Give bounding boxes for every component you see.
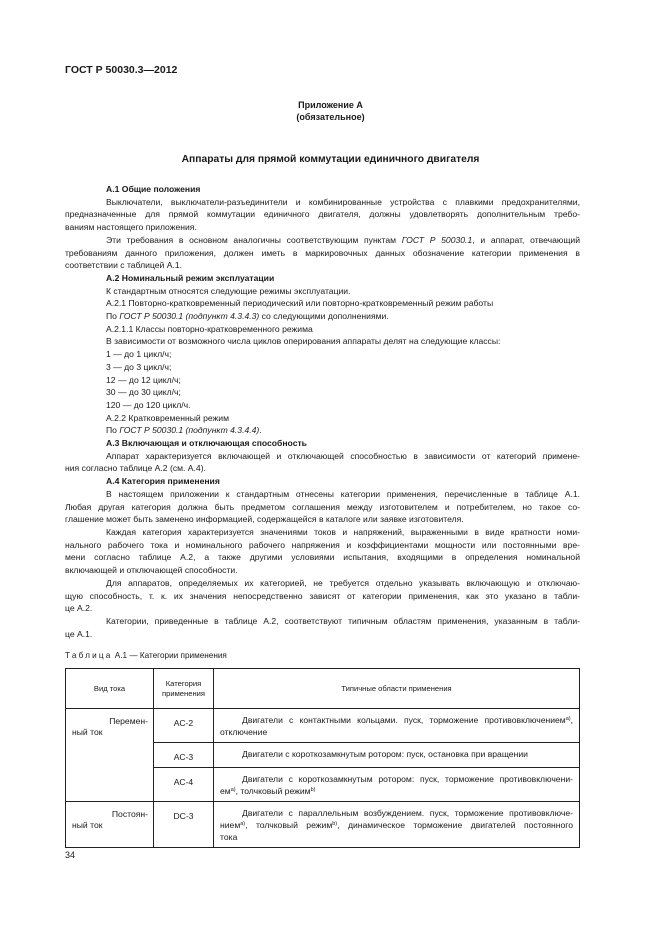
text-segment: ваниям настоящего приложения. — [65, 222, 197, 233]
text-line — [65, 590, 580, 603]
text-segment: Двигатели с параллельным возбуждением. пуск, торможение противовключе- — [242, 808, 573, 818]
current-type-cell — [66, 709, 154, 802]
body-text — [65, 183, 580, 640]
text-segment: Любая другая категория должна быть предметом соглашения между изготовителем и потребителем, но такое со- — [65, 501, 580, 512]
text-segment: К стандартным относятся следующие режимы эксплуатации. — [106, 285, 351, 296]
text-segment: , и аппарат, отвечающий — [472, 234, 580, 245]
text-segment: Двигатели с короткозамкнутым ротором: пуск, остановка при вращении — [242, 749, 528, 759]
table-caption-text: А.1 — Категории применения — [112, 651, 227, 660]
text-line — [65, 564, 580, 577]
current-type-text: Перемен- — [109, 716, 148, 726]
text-segment: А.2.2 Кратковременный режим — [106, 412, 229, 423]
text-line — [220, 714, 573, 726]
section-heading: А.3 Включающая и отключающая способность — [106, 438, 307, 449]
applications-cell — [214, 709, 580, 743]
text-line — [65, 488, 580, 501]
footnote-mark: а) — [240, 821, 246, 827]
text-segment: , — [570, 715, 573, 725]
standard-reference: ГОСТ Р 50030.1 (подпункт 4.3.4.3) — [119, 311, 260, 322]
text-segment: нием — [220, 820, 241, 830]
section-heading: А.2 Номинальный режим эксплуатации — [106, 272, 275, 283]
text-segment: Аппарат характеризуется включающей и отключающей способностью в зависимости от категорий примене- — [106, 450, 580, 461]
page-number: 34 — [65, 850, 76, 860]
text-segment: 1 — до 1 цикл/ч; — [106, 349, 172, 360]
text-segment: Эти требования в основном аналогичны соответствующим пунктам — [106, 234, 402, 245]
applications-cell — [214, 743, 580, 768]
text-line — [65, 234, 580, 247]
text-segment: А.2.1.1 Классы повторно-кратковременного режима — [106, 323, 313, 334]
table-caption-prefix: Таблица — [65, 651, 113, 660]
text-segment: В настоящем приложении к стандартным отнесены категории применения, перечисленные в таблице А.1. — [106, 488, 580, 499]
text-line — [65, 628, 580, 641]
text-line — [65, 577, 580, 590]
category-cell: АС-2 — [154, 709, 214, 743]
text-segment: . — [259, 425, 262, 436]
text-segment: ния согласно таблице А.2 (см. А.4). — [65, 463, 206, 474]
header-applications: Типичные области применения — [214, 669, 580, 709]
text-segment: требованиям данного приложения, должен иметь в маркировочных данных обозначение категории применения в — [65, 247, 580, 258]
text-line — [65, 323, 580, 336]
standard-reference: ГОСТ Р 50030.1 — [401, 234, 473, 245]
table-row — [66, 802, 580, 848]
text-line — [220, 831, 573, 843]
text-line — [65, 462, 580, 475]
table-caption — [65, 651, 227, 660]
text-segment: Двигатели с короткозамкнутым ротором: пуск, торможение противовключени- — [242, 774, 573, 784]
text-line — [220, 785, 573, 797]
document-code: ГОСТ Р 50030.3—2012 — [65, 64, 178, 76]
footnote-mark: а) — [565, 716, 571, 722]
text-line — [220, 726, 573, 738]
text-line — [65, 208, 580, 221]
text-segment: предназначенные для прямой коммутации единичного двигателя, должны удовлетворять дополнительным требо- — [65, 209, 580, 220]
current-type-text: ный ток — [72, 727, 103, 737]
text-line — [65, 602, 580, 615]
applications-cell — [214, 802, 580, 848]
text-segment: 3 — до 3 цикл/ч; — [106, 361, 172, 372]
text-line — [65, 526, 580, 539]
text-line — [220, 819, 573, 831]
appendix-status: (обязательное) — [296, 112, 365, 122]
text-line — [65, 412, 580, 425]
text-line — [65, 374, 580, 387]
text-segment: По — [106, 425, 120, 436]
text-segment: ем — [220, 786, 231, 796]
appendix-title: Приложение А — [298, 100, 363, 110]
text-segment: По — [106, 311, 120, 322]
category-cell: АС-4 — [154, 768, 214, 802]
category-cell: АС-3 — [154, 743, 214, 768]
standard-reference: ГОСТ Р 50030.1 (подпункт 4.3.4.4) — [119, 425, 260, 436]
text-segment: отключение — [220, 727, 268, 737]
text-segment: 12 — до 12 цикл/ч; — [106, 374, 181, 385]
text-line — [65, 424, 580, 437]
text-segment: В зависимости от возможного числа циклов оперирования аппараты делят на следующие классы: — [106, 336, 501, 347]
text-segment: Выключатели, выключатели-разъединители и комбинированные устройства с плавкими предохранителями, — [106, 196, 580, 207]
table-header-row — [66, 669, 580, 709]
text-segment: щую способность, т. к. их значения непосредственно зависят от категории применения, как это указано в табли- — [65, 590, 580, 601]
text-line — [65, 551, 580, 564]
header-category: Категория применения — [154, 669, 214, 709]
section-heading: А.4 Категория применения — [106, 476, 220, 487]
footnote-mark: а) — [230, 787, 236, 793]
text-line — [65, 501, 580, 514]
text-segment: тока — [220, 832, 238, 842]
categories-table — [65, 668, 580, 848]
text-segment: Двигатели с контактными кольцами. пуск, торможение противовключением — [242, 715, 566, 725]
section-heading: А.1 Общие положения — [106, 184, 201, 194]
text-segment: 30 — до 30 цикл/ч; — [106, 387, 181, 398]
text-segment: 120 — до 120 цикл/ч. — [106, 399, 191, 410]
text-line — [65, 399, 580, 412]
text-line — [65, 310, 580, 323]
text-segment: , динамическое торможение двигателей постоянного — [337, 820, 573, 830]
text-line — [65, 247, 580, 260]
current-type-cell — [66, 802, 154, 848]
text-line — [220, 773, 573, 785]
text-line — [65, 348, 580, 361]
text-segment: соответствии с таблицей А.1. — [65, 260, 183, 271]
category-cell: DC-3 — [154, 802, 214, 848]
page-title: Аппараты для прямой коммутации единичного двигателя — [181, 154, 480, 165]
text-line — [65, 259, 580, 272]
text-segment: Категории, приведенные в таблице А.2, соответствуют типичным областям применения, указанным в табли- — [106, 615, 580, 626]
text-segment: це А.2. — [65, 603, 93, 614]
text-line — [65, 615, 580, 628]
appendix-heading — [0, 99, 661, 123]
text-line — [65, 196, 580, 209]
table-row — [66, 709, 580, 743]
text-segment: включающей и отключающей способности. — [65, 565, 238, 576]
text-line — [65, 297, 580, 310]
applications-cell — [214, 768, 580, 802]
text-line — [65, 513, 580, 526]
text-line — [220, 807, 573, 819]
text-line — [65, 450, 580, 463]
text-segment: , толчковый режим — [245, 820, 333, 830]
footnote-mark: b) — [332, 821, 338, 827]
text-segment: нального рабочего тока и номинального рабочего напряжения и коэффициентами мощности или постоянными вре- — [65, 539, 580, 550]
text-line — [65, 539, 580, 552]
text-segment: , толчковый режим — [235, 786, 311, 796]
text-line — [65, 221, 580, 234]
text-line — [220, 748, 573, 760]
current-type-text: Постоян- — [111, 809, 148, 819]
text-segment: Каждая категория характеризуется значениями токов и напряжений, выраженными в виде кратности номи- — [106, 526, 580, 537]
text-segment: Для аппаратов, определяемых их категорией, не требуется отдельно указывать включающую и отключаю- — [106, 577, 580, 588]
header-current-type: Вид тока — [66, 669, 154, 709]
text-segment: глашение может быть заменено информацией, содержащейся в каталоге или заявке изготовителя. — [65, 514, 464, 525]
current-type-text: ный ток — [72, 820, 103, 830]
text-line — [65, 361, 580, 374]
text-segment: со следующими дополнениями. — [259, 311, 389, 322]
text-segment: це А.1. — [65, 628, 93, 639]
footnote-mark: b) — [310, 787, 316, 793]
text-line — [65, 285, 580, 298]
text-line — [65, 386, 580, 399]
text-segment: А.2.1 Повторно-кратковременный периодический или повторно-кратковременный режим работы — [106, 298, 494, 309]
text-line — [65, 335, 580, 348]
text-segment: мени согласно таблице А.2, а также другими условиями испытания, входящими в определения номинальной — [65, 552, 580, 563]
